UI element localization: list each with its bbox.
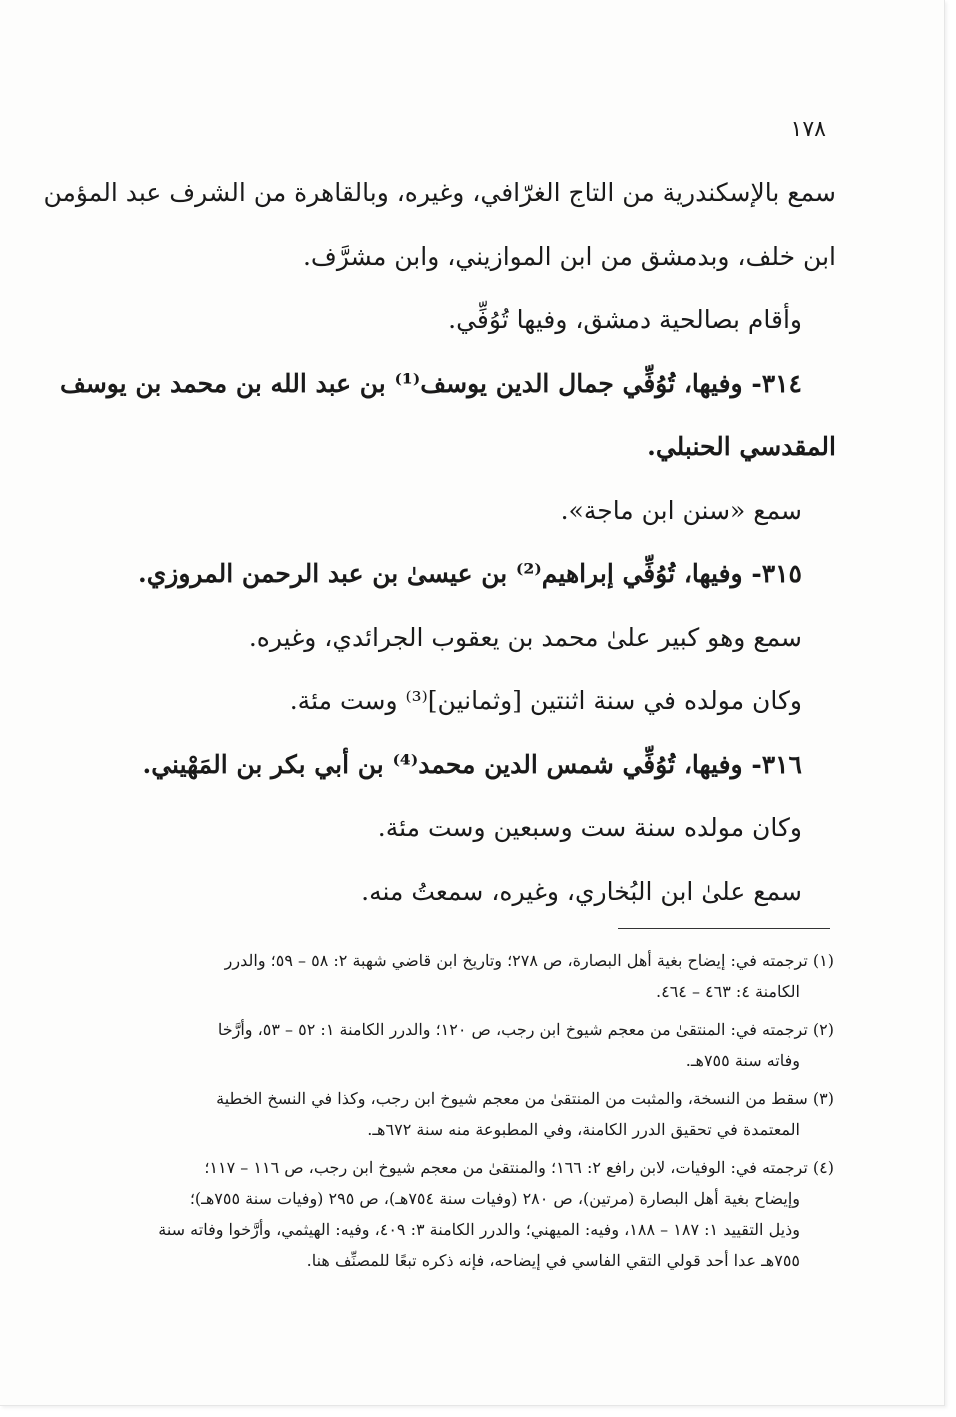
footnote-line: وذيل التقييد ١: ١٨٧ – ١٨٨، وفيه: الميهني؛ والدرر الكامنة ٣: ٤٠٩، وفيه: الهيثمي، وأرَّخوا وفاته سنة	[158, 1220, 800, 1239]
footnote-4	[108, 1155, 834, 1279]
footnote-1	[108, 948, 834, 1010]
entry-heading-314: ٣١٤- وفيها، تُوُفِّي جمال الدين يوسف⁽¹⁾ بن عبد الله بن محمد بن يوسف	[59, 368, 802, 398]
footnote-line: الكامنة ٤: ٤٦٣ – ٤٦٤.	[656, 982, 800, 1001]
footnote-line: وإيضاح بغية أهل البصارة (مرتين)، ص ٢٨٠ (وفيات سنة ٧٥٤هـ)، ص ٢٩٥ (وفيات سنة ٧٥٥هـ)؛	[189, 1189, 800, 1208]
footnote-2	[108, 1017, 834, 1079]
entry-heading-315: ٣١٥- وفيها، تُوُفِّي إبراهيم⁽²⁾ بن عيسىٰ بن عبد الرحمن المروزي.	[138, 559, 802, 588]
footnote-line: (٤) ترجمته في: الوفيات، لابن رافع ٢: ١٦٦؛ والمنتقىٰ من معجم شيوخ ابن رجب، ص ١١٦ – ١١٧؛	[204, 1158, 834, 1177]
footnote-line: ٧٥٥هـ عدا أحد قولي التقي الفاسي في إيضاحه، فإنه ذكره تبعًا للمصنِّف هنا.	[306, 1251, 800, 1270]
footnote-line: (٣) سقط من النسخة، والمثبت من المنتقىٰ من معجم شيوخ ابن رجب، وكذا في النسخ الخطية	[216, 1089, 834, 1108]
text-line: سمع «سنن ابن ماجة».	[560, 495, 802, 525]
footnote-divider	[618, 928, 830, 929]
text-line: سمع بالإسكندرية من التاج الغرّافي، وغيره، وبالقاهرة من الشرف عبد المؤمن	[43, 178, 836, 207]
entry-heading-314-cont: المقدسي الحنبلي.	[647, 432, 836, 461]
entry-heading-316: ٣١٦- وفيها، تُوُفِّي شمس الدين محمد⁽⁴⁾ بن أبي بكر بن المَهْيني.	[142, 749, 802, 779]
footnote-line: وفاته سنة ٧٥٥هـ.	[685, 1051, 800, 1070]
page-number: ١٧٨	[790, 117, 826, 142]
text-line: ابن خلف، وبدمشق من ابن الموازيني، وابن مشرَّف.	[302, 241, 836, 271]
text-line: سمع علىٰ ابن البُخاري، وغيره، سمعتُ منه.	[361, 876, 802, 906]
footnotes	[108, 948, 834, 1279]
footnote-line: (٢) ترجمته في: المنتقىٰ من معجم شيوخ ابن رجب، ص ١٢٠؛ والدرر الكامنة ١: ٥٢ – ٥٣، وأرَّخا	[217, 1020, 834, 1039]
text-line: وكان مولده سنة ست وسبعين وست مئة.	[377, 813, 802, 842]
footnote-line: (١) ترجمته في: إيضاح بغية أهل البصارة، ص ٢٧٨؛ وتاريخ ابن قاضي شهبة ٢: ٥٨ – ٥٩؛ والدرر	[224, 951, 834, 970]
main-text	[43, 168, 836, 930]
text-line: وأقام بصالحية دمشق، وفيها تُوُفِّي.	[448, 305, 802, 334]
footnote-line: المعتمدة في تحقيق الدرر الكامنة، وفي المطبوعة منه سنة ٦٧٢هـ.	[367, 1120, 800, 1139]
footnote-3	[108, 1086, 834, 1148]
text-line: وكان مولده في سنة اثنتين [وثمانين]⁽³⁾ وست مئة.	[289, 686, 802, 715]
text-line: سمع وهو كبير علىٰ محمد بن يعقوب الجرائدي، وغيره.	[248, 622, 802, 652]
